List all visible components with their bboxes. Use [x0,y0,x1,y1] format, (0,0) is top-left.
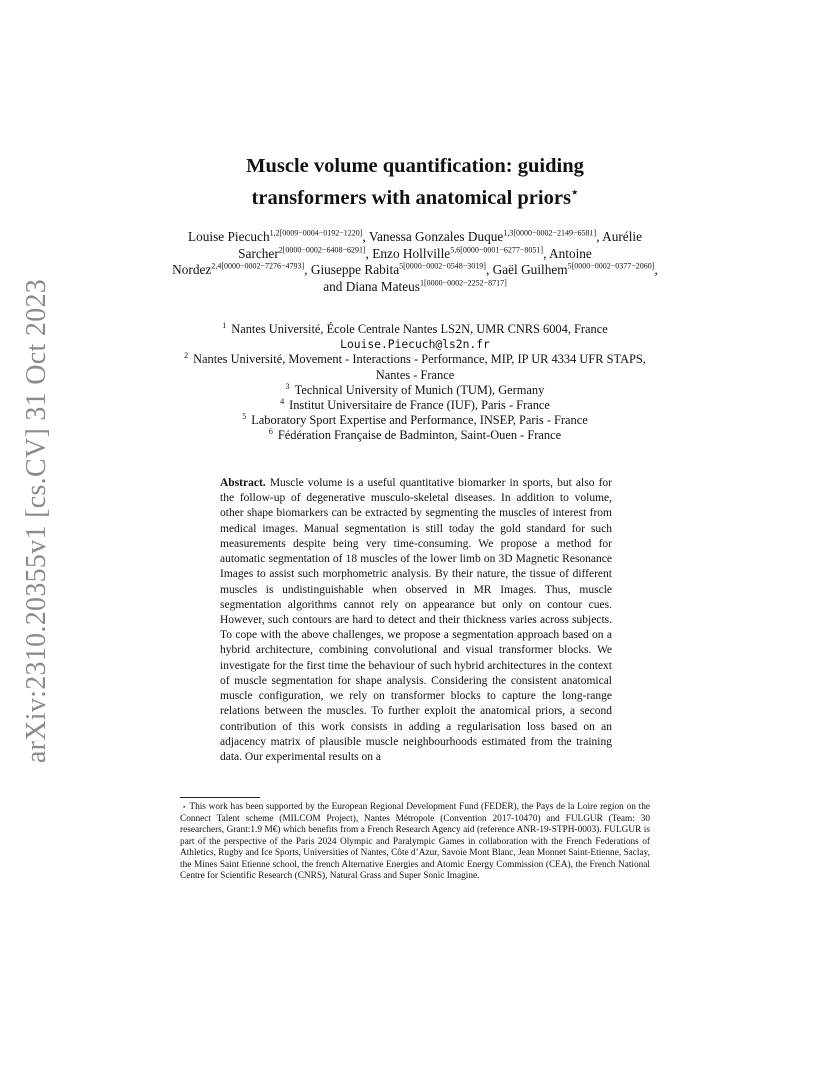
author [369,229,602,244]
footnote-text: This work has been supported by the European Regional Development Fund (FEDER), the Pays de la Loire region on the Connect Talent scheme (MILCOM Project), Nantes Métropole (Convention 2017-10470) and FULGUR (Team: 30 researchers, Grant:1.9 M€) which benefits from a French Research Agency aid (reference ANR-19-STPH-0003). FULGUR is part of the perspective of the Paris 2024 Olympic and Paralympic Games in collaboration with the French Federations of Athletics, Rugby and Ice Sports, Universities of Nantes, Côte d’Azur, Savoie Mont Blanc, Jean Monnet Saint-Etienne, Saclay, the Mines Saint Etienne school, the french Alternative Energies and Atomic Energy Commission (CEA), the French National Centre for Scientific Research (CNRS), Natural Grass and Super Sonic Imagine. [180,802,650,881]
abstract-text: Muscle volume is a useful quantitative biomarker in sports, but also for the follow-up of degenerative musculo-skeletal diseases. In addition to volume, other shape biomarkers can be extracted by segmenting the muscles of interest from medical images. Manual segmentation is still today the gold standard for such measurements despite being very time-consuming. We propose a method for automatic segmentation of 18 muscles of the lower limb on 3D Magnetic Resonance Images to assist such morphometric analysis. By their nature, the tissue of different muscles is undistinguishable when observed in MR Images. Thus, muscle segmentation algorithms cannot rely on appearance but only on contour cues. However, such contours are hard to detect and their thickness varies across subjects. To cope with the above challenges, we propose a segmentation approach based on a hybrid architecture, combining convolutional and visual transformer blocks. We investigate for the first time the behaviour of such hybrid architectures in the context of muscle segmentation for shape analysis. Considering the consistent anatomical muscle configuration, we rely on transformer blocks to capture the long-range relations between the muscles. To further exploit the anatomical priors, a second contribution of this work consists in adding a regularisation loss based on an adjacency matrix of plausible muscle neighbourhoods estimated from the training data. Our experimental results on a [220,477,612,763]
email-address[interactable]: Louise.Piecuch@ls2n.fr [340,338,490,352]
affiliation-6 [170,428,660,443]
author-affiliation: 1[0000−0002−2252−8717] [419,278,507,288]
author-separator: , [543,245,549,261]
author [346,279,507,294]
affiliation-text: Institut Universitaire de France (IUF), Paris - France [289,398,550,413]
author [311,262,493,277]
affiliation-4 [170,398,660,413]
author-name: Louise Piecuch [188,229,270,244]
author-name: Giuseppe Rabita [310,262,400,277]
affiliation-number: 5 [242,412,247,422]
author-affiliation: 2,4[0000−0002−7276−4793] [211,261,305,271]
author-list [170,229,660,295]
footnote-divider [180,797,260,798]
author-separator: , [485,262,493,277]
author-affiliation: 5,6[0000−0001−6277−8051] [450,245,544,255]
author-separator: , [304,262,311,277]
author-name: Enzo Hollville [372,245,451,261]
affiliation-2 [170,352,660,382]
affiliation-list [170,322,660,444]
affiliation-3 [170,383,660,398]
funding-footnote [180,802,650,883]
affiliation-number: 1 [222,320,227,330]
author-separator: , and [323,262,658,294]
affiliation-number: 6 [268,427,273,437]
arxiv-id-text: arXiv:2310.20355v1 [cs.CV] 31 Oct 2023 [21,278,53,764]
abstract-label: Abstract. [220,477,266,489]
affiliation-text: Laboratory Sport Expertise and Performance, INSEP, Paris - France [251,413,588,428]
author-name: Antoine Nordez [172,245,592,277]
author-affiliation: 2[0000−0002−6408−6291] [278,245,366,255]
author-affiliation: 5[0000−0002−0377−2060] [567,261,655,271]
abstract [220,476,612,765]
affiliation-5 [170,413,660,428]
affiliation-text: Fédération Française de Badminton, Saint-Ouen - France [277,428,562,443]
affiliation-number: 3 [285,381,290,391]
arxiv-identifier [14,278,60,764]
author-separator: , [596,229,603,244]
affiliation-number: 4 [280,396,285,406]
affiliation-text: Technical University of Munich (TUM), Germany [294,382,545,397]
corresponding-email[interactable] [170,337,660,352]
affiliation-text: Nantes Université, Movement - Interactions - Performance, MIP, IP UR 4334 UFR STAPS, Nantes - France [193,352,646,382]
author-separator: , [362,229,369,244]
author [188,229,369,244]
paper-title [180,153,650,211]
author-name: Gaël Guilhem [492,262,568,277]
author-affiliation: 5[0000−0002−0548−3019] [399,261,486,271]
author-separator: , [365,245,373,261]
author-affiliation: 1,2[0009−0004−0192−1220] [269,228,363,238]
title-line-1: Muscle volume quantification: guiding [246,155,584,177]
affiliation-number: 2 [184,351,189,361]
footnote-marker: ⋆ [182,803,187,811]
affiliation-text: Nantes Université, École Centrale Nantes LS2N, UMR CNRS 6004, France [231,322,608,336]
author [372,246,549,261]
title-footnote-marker: ⋆ [570,185,579,199]
affiliation-1 [170,322,660,337]
author-name: Aurélie Sarcher [238,229,642,261]
author-name: Vanessa Gonzales Duque [368,229,504,244]
author-affiliation: 1,3[0000−0002−2149−6581] [503,228,597,238]
author-name: Diana Mateus [345,278,420,294]
title-line-2: transformers with anatomical priors [251,186,571,209]
